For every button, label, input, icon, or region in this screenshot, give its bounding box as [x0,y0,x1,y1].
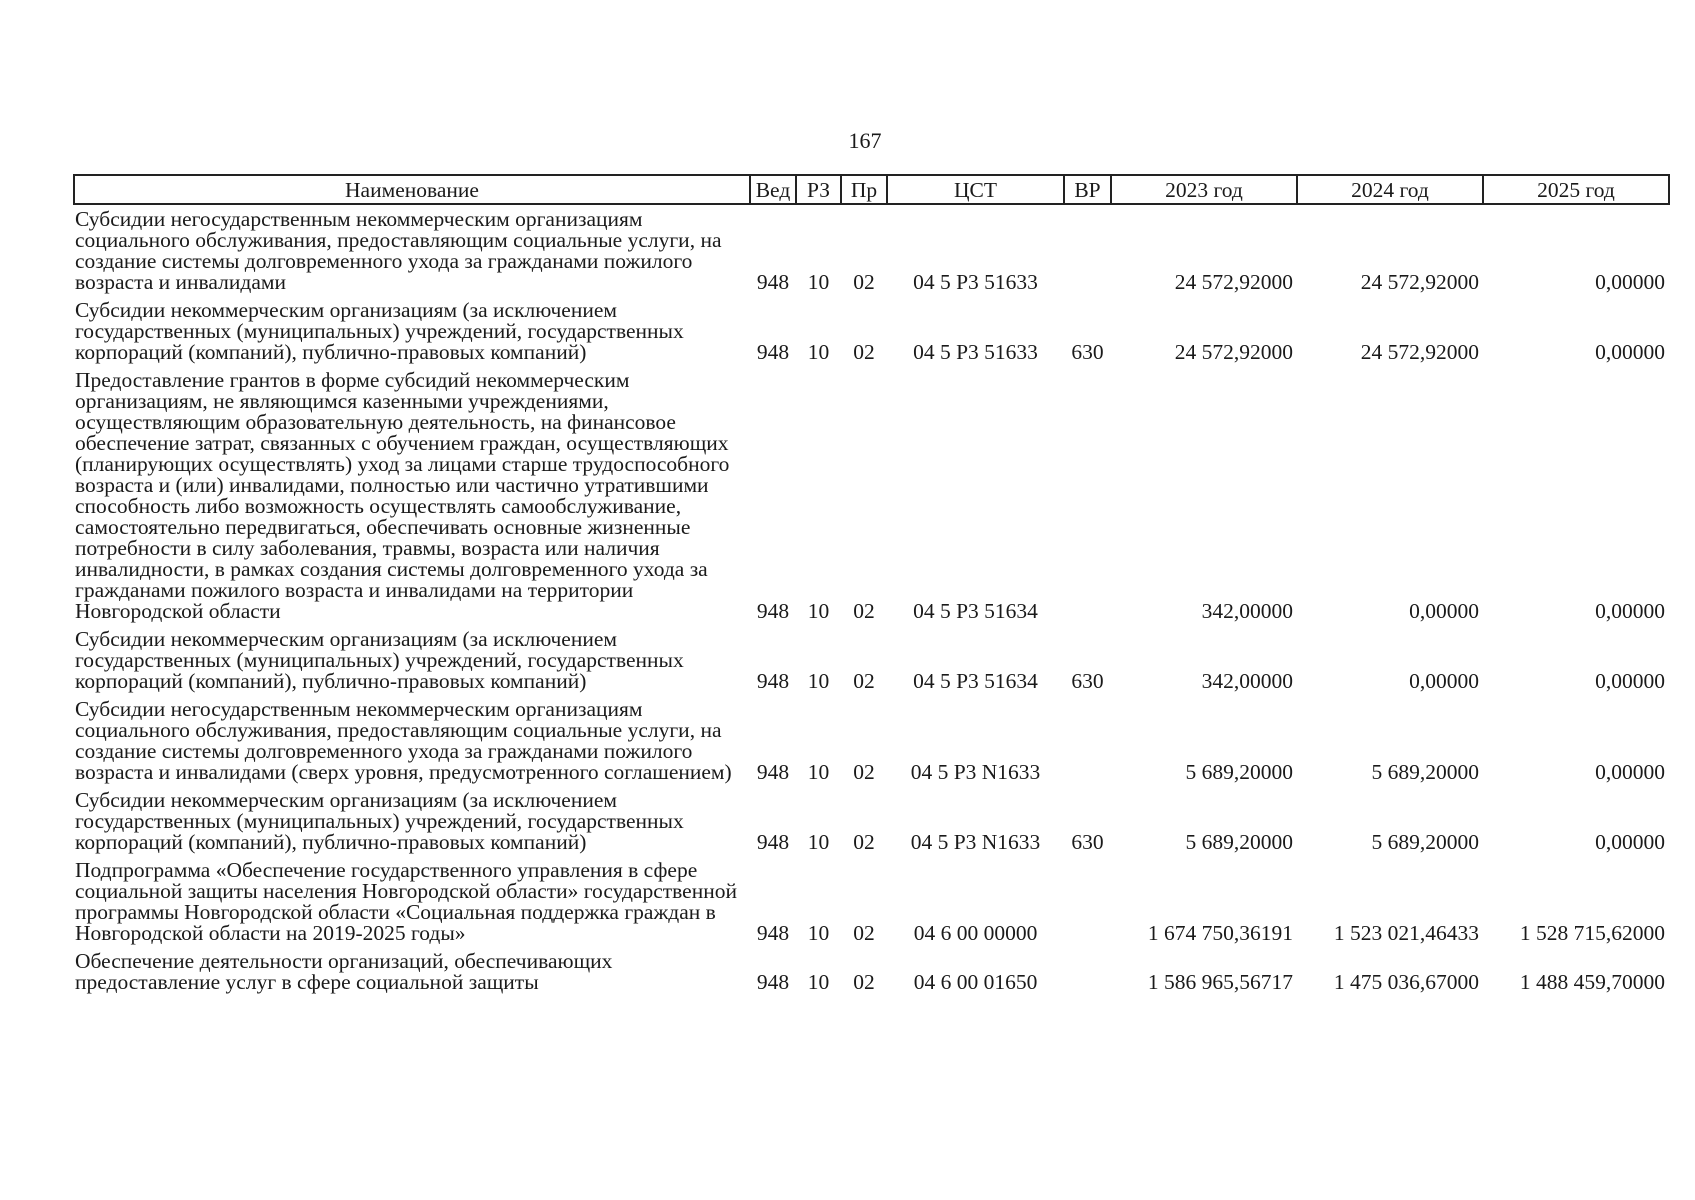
cell-2025: 0,00000 [1595,760,1665,784]
cell-2024: 0,00000 [1409,669,1479,693]
cell-2025: 0,00000 [1595,340,1665,364]
cell-2023: 5 689,20000 [1185,760,1293,784]
cell-2023: 1 674 750,36191 [1147,921,1293,945]
cell-ved: 948 [756,669,790,693]
cell-vr [1064,366,1111,625]
header-cst: ЦСТ [887,175,1064,204]
table-row [74,856,1669,947]
cell-ved: 948 [756,921,790,945]
cell-ved: 948 [756,760,790,784]
row-name-text: Субсидии некоммерческим организациям (за исключением государственных (муниципальных) учреждений, государственных корпораций (компаний), публично-правовых компаний) [75,788,684,854]
row-name-text: Субсидии некоммерческим организациям (за исключением государственных (муниципальных) учреждений, государственных корпораций (компаний), публично-правовых компаний) [75,627,684,693]
cell-2023: 24 572,92000 [1174,340,1293,364]
cell-name [74,856,750,947]
cell-rz: 10 [807,921,830,945]
cell-pr: 02 [853,599,875,623]
table-header-row [74,175,1669,204]
cell-2025: 0,00000 [1595,599,1665,623]
cell-2023: 1 586 965,56717 [1147,970,1293,994]
cell-2023: 24 572,92000 [1174,270,1293,294]
cell-pr: 02 [853,760,875,784]
cell-rz: 10 [807,340,830,364]
table-row [74,204,1669,296]
cell-name [74,786,750,856]
row-name-text: Обеспечение деятельности организаций, обеспечивающих предоставление услуг в сфере социальной защиты [75,949,613,994]
cell-2025: 0,00000 [1595,270,1665,294]
header-vr: ВР [1064,175,1111,204]
cell-rz: 10 [807,270,830,294]
cell-2024: 1 475 036,67000 [1333,970,1479,994]
cell-2024: 5 689,20000 [1371,760,1479,784]
header-2023: 2023 год [1111,175,1297,204]
cell-vr [1064,947,1111,996]
header-2025: 2025 год [1483,175,1669,204]
budget-table [73,174,1670,996]
cell-name [74,296,750,366]
row-name-text: Субсидии негосударственным некоммерческим организациям социального обслуживания, предоставляющим социальные услуги, на создание системы долговременного ухода за гражданами пожилого возраста и инвалидами [75,207,722,294]
cell-2025: 0,00000 [1595,669,1665,693]
table-row [74,947,1669,996]
cell-rz: 10 [807,830,830,854]
row-name-text: Субсидии некоммерческим организациям (за исключением государственных (муниципальных) учреждений, государственных корпораций (компаний), публично-правовых компаний) [75,298,684,364]
cell-2024: 0,00000 [1409,599,1479,623]
cell-2025: 1 528 715,62000 [1519,921,1665,945]
cell-cst: 04 5 Р3 N1633 [910,760,1041,784]
cell-name [74,947,750,996]
header-name: Наименование [74,175,750,204]
cell-pr: 02 [853,270,875,294]
cell-2023: 342,00000 [1201,669,1293,693]
cell-ved: 948 [756,340,790,364]
cell-2024: 24 572,92000 [1360,340,1479,364]
cell-vr: 630 [1071,669,1104,693]
cell-cst: 04 6 00 00000 [913,921,1038,945]
table-row [74,296,1669,366]
table-row [74,625,1669,695]
cell-vr: 630 [1071,340,1104,364]
cell-rz: 10 [807,669,830,693]
table-row [74,695,1669,786]
row-name-text: Предоставление грантов в форме субсидий некоммерческим организациям, не являющимся казенными учреждениями, осуществляющим образовательную деятельность, на финансовое обеспечение затрат, связанных с обучением граждан, осуществляющих (планирующих осуществлять) уход за лицами старше трудоспособного возраста и (или) инвалидами, полностью или частично утратившими способность либо возможность осуществлять самообслуживание, самостоятельно передвигаться, обеспечивать основные жизненные потребности в силу заболевания, травмы, возраста или наличия инвалидности, в рамках создания системы долговременного ухода за гражданами пожилого возраста и инвалидами на территории Новгородской области [75,368,730,623]
cell-name [74,204,750,296]
cell-2024: 5 689,20000 [1371,830,1479,854]
cell-pr: 02 [853,921,875,945]
cell-2023: 5 689,20000 [1185,830,1293,854]
table-row [74,786,1669,856]
cell-pr: 02 [853,830,875,854]
cell-name [74,625,750,695]
cell-name [74,366,750,625]
row-name-text: Субсидии негосударственным некоммерческим организациям социального обслуживания, предоставляющим социальные услуги, на создание системы долговременного ухода за гражданами пожилого возраста и инвалидами (сверх уровня, предусмотренного соглашением) [75,697,732,784]
header-ved: Вед [750,175,796,204]
cell-cst: 04 5 Р3 51634 [913,669,1038,693]
cell-vr [1064,204,1111,296]
cell-vr [1064,856,1111,947]
cell-2024: 24 572,92000 [1360,270,1479,294]
cell-2025: 0,00000 [1595,830,1665,854]
page-number: 167 [848,128,882,153]
cell-pr: 02 [853,669,875,693]
cell-cst: 04 5 Р3 51633 [913,340,1038,364]
cell-vr: 630 [1071,830,1104,854]
cell-vr [1064,695,1111,786]
cell-2025: 1 488 459,70000 [1519,970,1665,994]
cell-pr: 02 [853,340,875,364]
header-rz: РЗ [796,175,841,204]
cell-ved: 948 [756,970,790,994]
cell-ved: 948 [756,270,790,294]
cell-rz: 10 [807,599,830,623]
cell-name [74,695,750,786]
cell-2023: 342,00000 [1201,599,1293,623]
row-name-text: Подпрограмма «Обеспечение государственного управления в сфере социальной защиты населения Новгородской области» государственной программы Новгородской области «Социальная поддержка граждан в Новгородской области на 2019-2025 годы» [75,858,737,945]
header-pr: Пр [841,175,887,204]
cell-cst: 04 5 Р3 N1633 [910,830,1041,854]
cell-rz: 10 [807,760,830,784]
cell-cst: 04 5 Р3 51634 [913,599,1038,623]
cell-ved: 948 [756,830,790,854]
cell-pr: 02 [853,970,875,994]
header-2024: 2024 год [1297,175,1483,204]
cell-2024: 1 523 021,46433 [1333,921,1479,945]
cell-rz: 10 [807,970,830,994]
cell-cst: 04 6 00 01650 [913,970,1038,994]
cell-ved: 948 [756,599,790,623]
cell-cst: 04 5 Р3 51633 [913,270,1038,294]
table-row [74,366,1669,625]
